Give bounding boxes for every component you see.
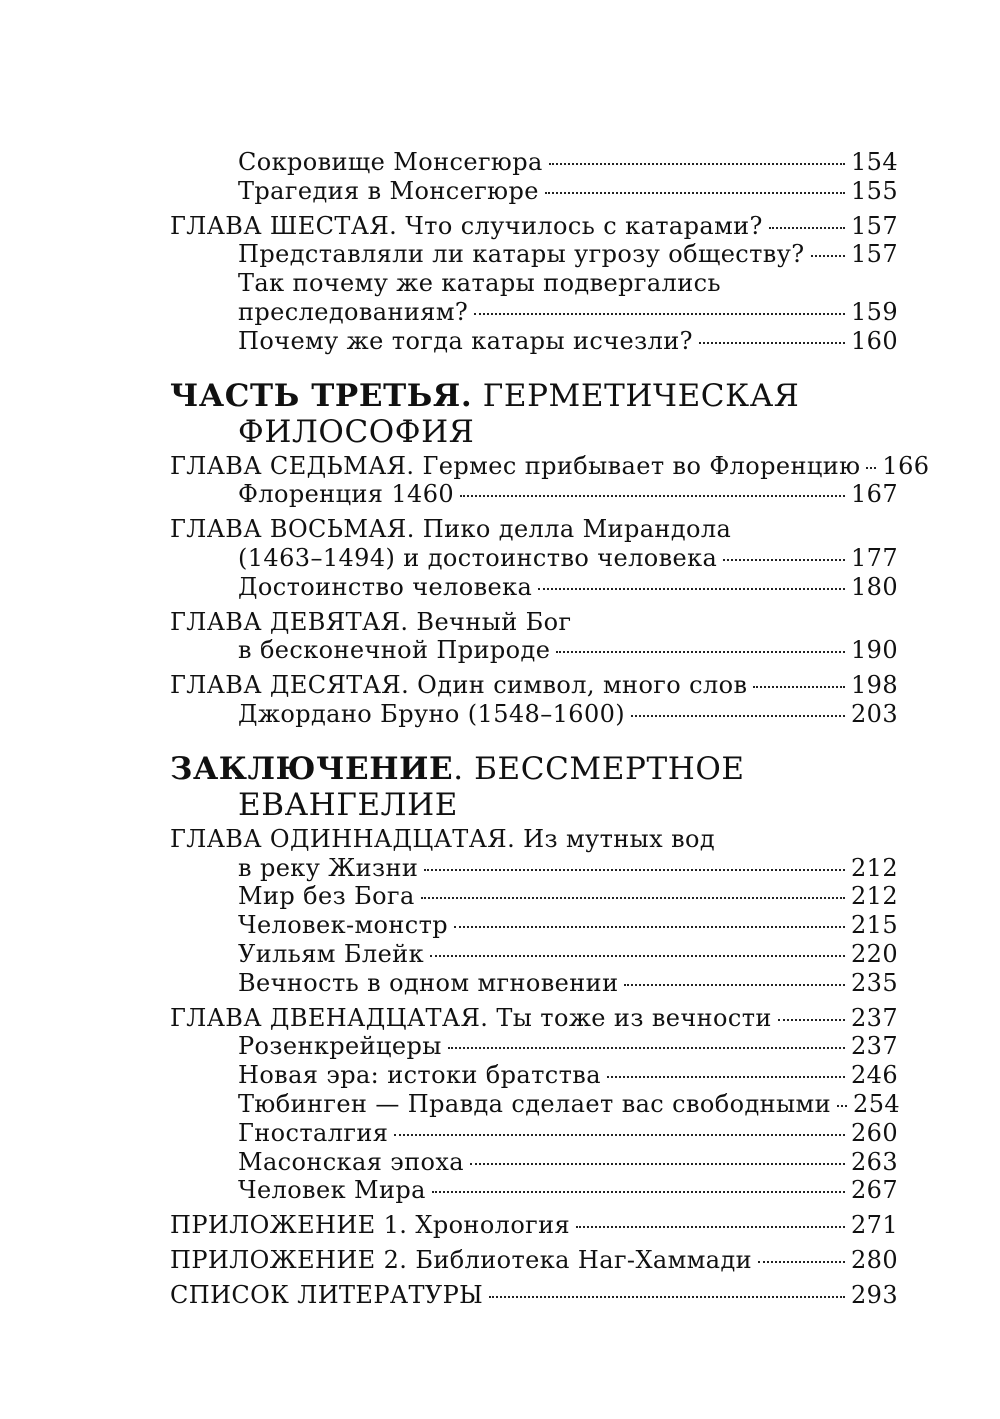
toc-entry — [170, 854, 898, 883]
toc-bibliography-entry — [170, 1281, 898, 1310]
toc-page-number: 203 — [850, 699, 898, 728]
toc-entry-title: Представляли ли катары угрозу обществу? — [238, 240, 805, 269]
toc-page-number: 157 — [850, 211, 898, 240]
dot-leader — [470, 1163, 845, 1165]
toc-page-number: 263 — [850, 1147, 898, 1176]
toc-entry-title: Человек Мира — [238, 1176, 426, 1205]
dot-leader — [448, 1047, 845, 1049]
toc-entry-title: (1463–1494) и достоинство человека — [238, 543, 718, 572]
toc-entry — [170, 298, 898, 327]
toc-entry-title: Новая эра: истоки братства — [238, 1061, 601, 1090]
toc-entry — [170, 940, 898, 969]
dot-leader — [421, 897, 845, 899]
toc-entry — [170, 1089, 901, 1119]
toc-entry-title: Флоренция 1460 — [238, 480, 455, 509]
part-heading-rest: . БЕССМЕРТНОЕ — [453, 750, 745, 787]
dot-leader — [837, 1105, 847, 1107]
toc-entry-title: ГЛАВА ШЕСТАЯ. Что случилось с катарами? — [170, 211, 763, 240]
dot-leader — [454, 926, 845, 928]
toc-entry — [170, 1176, 898, 1205]
dot-leader — [460, 495, 845, 497]
toc-entry-title: СПИСОК ЛИТЕРАТУРЫ — [170, 1280, 484, 1309]
toc-entry-title: Почему же тогда катары исчезли? — [238, 326, 693, 355]
toc-entry-title: ГЛАВА СЕДЬМАЯ. Гермес прибывает во Флоренцию — [170, 451, 861, 480]
toc-entry — [170, 1032, 898, 1061]
toc-entry — [170, 148, 898, 177]
toc-entry-title: Джордано Бруно (1548–1600) — [238, 699, 626, 728]
dot-leader — [576, 1226, 845, 1228]
toc-entry-title: Тюбинген — Правда сделает вас свободными — [238, 1089, 832, 1118]
toc-appendix-entry — [170, 1246, 898, 1275]
dot-leader — [699, 342, 845, 344]
dot-leader — [489, 1296, 845, 1298]
toc-page-number: 177 — [850, 543, 898, 572]
table-of-contents — [170, 148, 930, 1310]
toc-chapter-entry — [170, 1004, 898, 1033]
toc-page-number: 237 — [850, 1032, 898, 1061]
toc-entry-title: Сокровище Монсегюра — [238, 148, 543, 176]
dot-leader — [394, 1134, 845, 1136]
toc-entry — [170, 700, 898, 729]
dot-leader — [545, 192, 845, 194]
toc-page-number: 235 — [850, 968, 898, 997]
toc-entry-title: в бесконечной Природе — [238, 636, 551, 665]
toc-page-number: 267 — [850, 1176, 898, 1205]
toc-entry-title: ПРИЛОЖЕНИЕ 2. Библиотека Наг-Хаммади — [170, 1245, 753, 1274]
toc-page-number: 254 — [853, 1089, 901, 1118]
toc-page-number: 166 — [882, 451, 930, 480]
toc-page-number: 220 — [850, 939, 898, 968]
toc-entry — [170, 1148, 898, 1177]
part-heading — [170, 751, 898, 823]
dot-leader — [556, 651, 845, 653]
toc-chapter-first-line: ГЛАВА ОДИННАДЦАТАЯ. Из мутных вод — [170, 824, 716, 853]
dot-leader — [607, 1076, 845, 1078]
toc-page-number: 280 — [850, 1245, 898, 1274]
toc-entry — [170, 544, 898, 573]
toc-page-number: 215 — [850, 911, 898, 940]
toc-chapter-entry — [170, 212, 898, 241]
toc-entry-title: Гносталгия — [238, 1118, 389, 1147]
part-heading-line2: ФИЛОСОФИЯ — [238, 413, 475, 450]
toc-entry-title: Вечность в одном мгновении — [238, 968, 619, 997]
dot-leader — [430, 955, 845, 957]
toc-page-number: 180 — [850, 572, 898, 601]
toc-entry-title: ПРИЛОЖЕНИЕ 1. Хронология — [170, 1211, 571, 1240]
part-heading-bold: ЗАКЛЮЧЕНИЕ — [170, 750, 454, 787]
toc-page-number: 198 — [850, 671, 898, 700]
toc-page-number: 212 — [850, 882, 898, 911]
dot-leader — [866, 467, 876, 469]
toc-chapter-entry — [170, 451, 930, 481]
toc-page-number: 160 — [850, 326, 898, 355]
dot-leader — [811, 255, 845, 257]
dot-leader — [758, 1261, 845, 1263]
toc-entry-title: Человек-монстр — [238, 911, 449, 940]
toc-entry — [170, 969, 898, 998]
toc-chapter-first-line: ГЛАВА ВОСЬМАЯ. Пико делла Мирандола — [170, 515, 732, 544]
toc-page-number: 293 — [850, 1280, 898, 1309]
dot-leader — [549, 163, 845, 165]
toc-entry-title: Трагедия в Монсегюре — [238, 176, 539, 205]
toc-entry-title: Достоинство человека — [238, 572, 533, 601]
toc-chapter-first-line: ГЛАВА ДЕВЯТАЯ. Вечный Бог — [170, 607, 572, 636]
toc-page-number: 237 — [850, 1003, 898, 1032]
toc-entry-title: в реку Жизни — [238, 853, 419, 882]
dot-leader — [624, 984, 845, 986]
toc-page-number: 154 — [850, 148, 898, 176]
toc-entry — [170, 636, 898, 665]
dot-leader — [753, 686, 845, 688]
toc-page-number: 212 — [850, 853, 898, 882]
toc-entry — [170, 327, 898, 356]
toc-entry-first-line: Так почему же катары подвергались — [238, 269, 721, 298]
toc-entry — [170, 573, 898, 602]
toc-entry — [170, 177, 898, 206]
part-heading-bold: ЧАСТЬ ТРЕТЬЯ. — [170, 377, 473, 414]
toc-entry — [170, 480, 898, 509]
part-heading-rest: ГЕРМЕТИЧЕСКАЯ — [472, 377, 800, 414]
dot-leader — [432, 1191, 845, 1193]
toc-entry-title: преследованиям? — [238, 297, 469, 326]
toc-page-number: 167 — [850, 480, 898, 509]
dot-leader — [769, 227, 845, 229]
dot-leader — [474, 313, 845, 315]
dot-leader — [631, 715, 845, 717]
toc-entry — [170, 911, 898, 940]
dot-leader — [778, 1019, 845, 1021]
toc-page-number: 271 — [850, 1211, 898, 1240]
toc-entry-title: Розенкрейцеры — [238, 1032, 442, 1061]
toc-entry-title: Уильям Блейк — [238, 939, 424, 968]
part-heading-line2: ЕВАНГЕЛИЕ — [238, 786, 459, 823]
toc-entry — [170, 240, 898, 269]
toc-entry — [170, 1061, 898, 1090]
toc-page-number: 260 — [850, 1118, 898, 1147]
toc-page-number: 190 — [850, 636, 898, 665]
dot-leader — [723, 559, 845, 561]
toc-chapter-entry — [170, 671, 898, 700]
toc-entry — [170, 1119, 898, 1148]
toc-entry-title: Масонская эпоха — [238, 1147, 465, 1176]
toc-appendix-entry — [170, 1211, 898, 1240]
toc-entry-title: ГЛАВА ДВЕНАДЦАТАЯ. Ты тоже из вечности — [170, 1003, 772, 1032]
toc-entry-title: ГЛАВА ДЕСЯТАЯ. Один символ, много слов — [170, 671, 748, 700]
toc-page-number: 155 — [850, 176, 898, 205]
toc-entry-title: Мир без Бога — [238, 882, 415, 911]
dot-leader — [424, 869, 845, 871]
toc-page-number: 159 — [850, 297, 898, 326]
toc-page-number: 157 — [850, 240, 898, 269]
part-heading — [170, 378, 898, 450]
toc-entry — [170, 882, 898, 911]
dot-leader — [538, 588, 845, 590]
toc-page-number: 246 — [850, 1061, 898, 1090]
